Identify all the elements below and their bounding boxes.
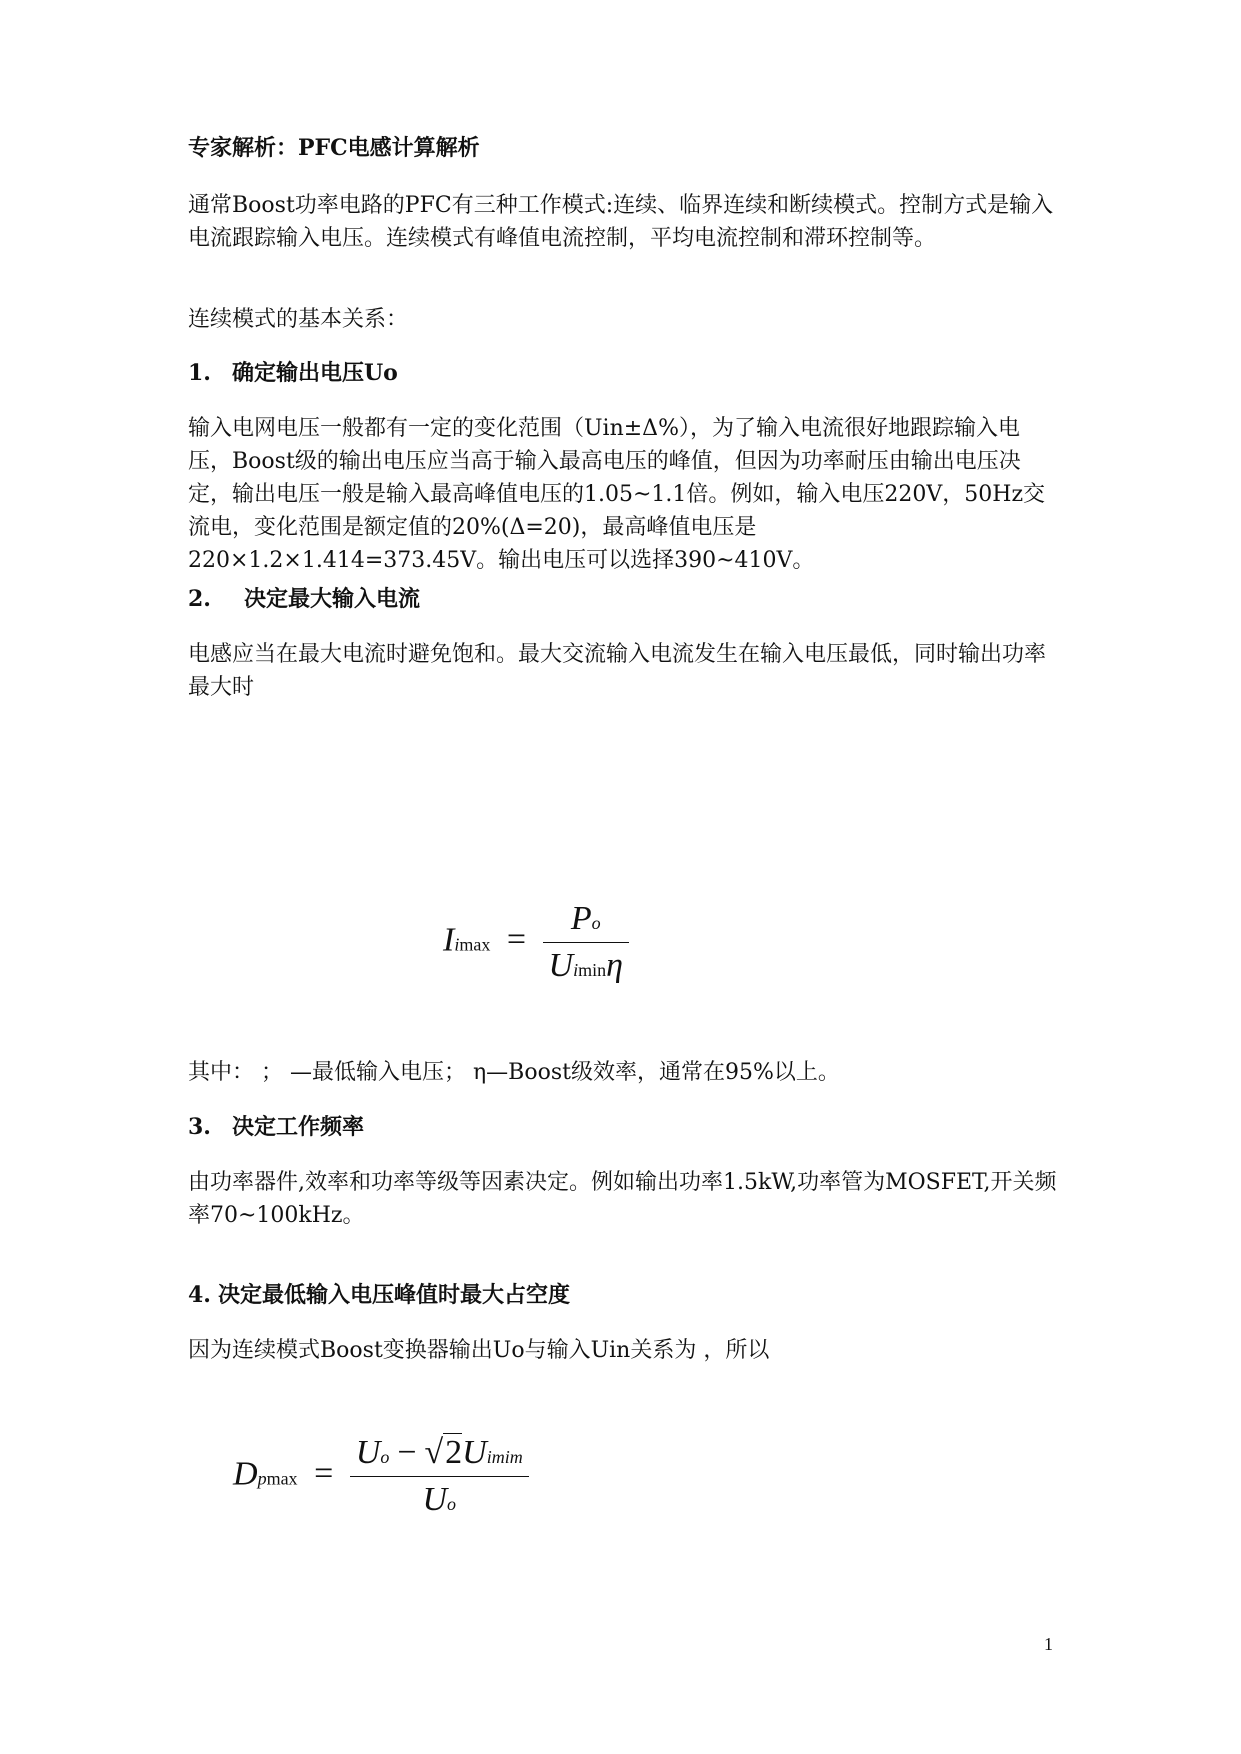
formula-dpmax-den-symbol: U xyxy=(422,1481,448,1518)
section-3-number: 3. xyxy=(188,1114,211,1140)
formula-imax-den-sub-i: i xyxy=(573,960,579,980)
basic-relation-line: 连续模式的基本关系： xyxy=(188,307,409,332)
formula-imax-den-symbol: U xyxy=(548,947,574,984)
section-4-number: 4. xyxy=(188,1282,211,1308)
formula-imax-lhs-sub-i: i xyxy=(454,934,460,955)
section-4-title: 决定最低输入电压峰值时最大占空度 xyxy=(218,1282,571,1308)
formula-dpmax-sqrt xyxy=(425,1433,463,1471)
section-2-number: 2. xyxy=(188,586,211,612)
formula-imax-numerator xyxy=(543,900,629,942)
formula-dpmax-numerator xyxy=(350,1434,529,1476)
formula-imax-num-symbol: P xyxy=(570,900,592,937)
formula-dpmax-uo-sub: o xyxy=(380,1447,390,1467)
section-1-heading xyxy=(188,357,1063,390)
formula-dpmax-sqrt-value: 2 xyxy=(445,1434,463,1471)
formula-dpmax-u-sub: imim xyxy=(486,1447,523,1467)
formula-dpmax xyxy=(233,1434,529,1519)
formula-imax-num-sub: o xyxy=(591,913,601,933)
formula-dpmax-equals: = xyxy=(314,1455,334,1493)
formula-imax-lhs: I xyxy=(443,921,455,959)
formula-dpmax-denominator xyxy=(350,1476,529,1519)
section-3-body: 由功率器件,效率和功率等级等因素决定。例如输出功率1.5kW,功率管为MOSFET,开关频率70~100kHz。 xyxy=(188,1170,1057,1228)
section-1-body: 输入电网电压一般都有一定的变化范围（Uin±Δ%），为了输入电流很好地跟踪输入电压，Boost级的输出电压应当高于输入最高电压的峰值，但因为功率耐压由输出电压决定，输出电压一般是输入最高峰值电压的1.05~1.1倍。例如，输入电压220V，50Hz交流电，变化范围是额定值的20%(Δ=20)，最高峰值电压是220×1.2×1.414=373.45V。输出电压可以选择390~410V。 xyxy=(188,416,1046,573)
section-2-title: 决定最大输入电流 xyxy=(244,586,421,612)
formula-dpmax-den-sub: o xyxy=(447,1494,457,1514)
formula-imax-den-sub: min xyxy=(578,960,607,980)
formula-dpmax-u: U xyxy=(462,1434,487,1471)
formula-dpmax-lhs: D xyxy=(233,1455,258,1493)
page-number: 1 xyxy=(1044,1634,1053,1654)
section-4-body: 因为连续模式Boost变换器输出Uo与输入Uin关系为 ，所以 xyxy=(188,1338,770,1363)
section-2-heading xyxy=(188,583,1063,616)
section-2-body: 电感应当在最大电流时避免饱和。最大交流输入电流发生在输入电压最低，同时输出功率最大时 xyxy=(188,642,1047,700)
section-3-heading xyxy=(188,1111,1063,1144)
formula-imax-fraction xyxy=(543,900,629,985)
formula-imax-equals: = xyxy=(506,921,527,959)
formula-imax-eta: η xyxy=(606,947,623,984)
formula-imax xyxy=(443,900,629,985)
formula-dpmax-minus: − xyxy=(397,1434,417,1471)
intro-paragraph: 通常Boost功率电路的PFC有三种工作模式:连续、临界连续和断续模式。控制方式是输入电流跟踪输入电压。连续模式有峰值电流控制，平均电流控制和滞环控制等。 xyxy=(188,193,1054,251)
where-line: 其中： ； —最低输入电压； η—Boost级效率，通常在95%以上。 xyxy=(188,1060,840,1085)
formula-dpmax-lhs-sub-i: p xyxy=(257,1468,267,1489)
formula-dpmax-fraction xyxy=(350,1434,529,1519)
formula-dpmax-uo: U xyxy=(355,1434,381,1471)
section-1-title: 确定输出电压Uo xyxy=(232,360,398,386)
section-4-heading xyxy=(188,1279,1063,1312)
section-1-number: 1. xyxy=(188,360,211,386)
document-title: 专家解析：PFC电感计算解析 xyxy=(188,135,480,161)
formula-dpmax-lhs-sub: max xyxy=(266,1468,298,1489)
formula-imax-lhs-sub: max xyxy=(459,934,491,955)
section-3-title: 决定工作频率 xyxy=(232,1114,365,1140)
formula-imax-denominator xyxy=(543,942,629,985)
formula-dpmax-sqrt-sign: √ xyxy=(424,1434,444,1471)
